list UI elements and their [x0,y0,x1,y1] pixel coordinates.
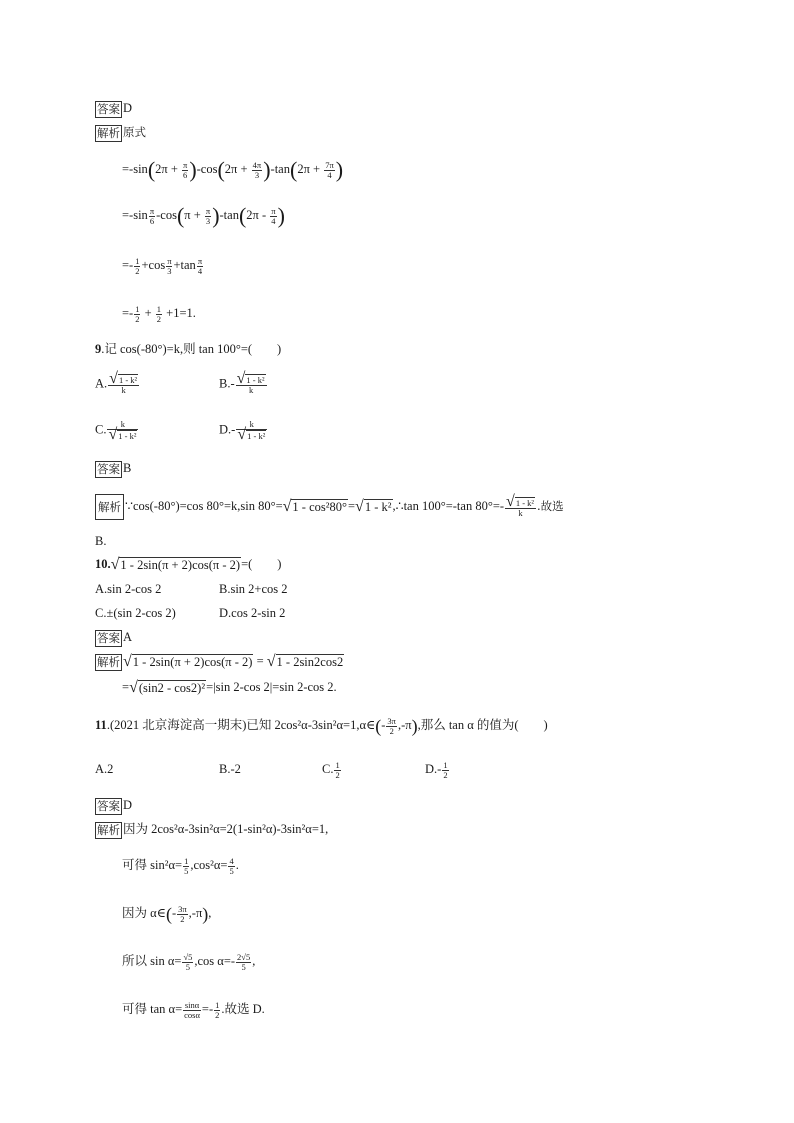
fraction: $\frac{\sin\alpha}{\cos\alpha}$ [184,999,200,1020]
q10-option-a: A.sin 2-cos 2 [95,582,162,596]
q11-answer-line [95,796,132,815]
q8-intro: 原式 [123,125,146,139]
q11-solution-line5: 可得 tan α= $\frac{\sin\alpha}{\cos\alpha}$ =- $\frac{1}{2}$ .故选 D. [122,999,265,1020]
q8-step3: =- $\frac{1}{2}$ +cos $\frac{\pi}{3}$ +tan $\frac{\pi}{4}$ [122,255,203,276]
q10-stem: 10.√1 - 2sin(π + 2)cos(π - 2)=( ) [95,556,282,574]
q9-stem: 9.记 cos(-80°)=k,则 tan 100°=( ) [95,342,282,356]
q10-option-c: C.±(sin 2-cos 2) [95,606,176,620]
analysis-tag: 解析 [97,654,120,669]
fraction: $\frac{k}{\text{√1 - k²}}$ [108,419,137,443]
answer-tag: 答案 [97,630,120,645]
answer-tag: 答案 [97,461,120,476]
q11-option-a: A.2 [95,762,114,776]
q9-answer-line [95,459,131,478]
q11-option-b: B.-2 [219,762,241,776]
q10-solution-line2: =√(sin2 - cos2)²=|sin 2-cos 2|=sin 2-cos 2. [122,679,337,697]
q11-answer: D [123,798,133,812]
fraction: $\frac{1}{2}$ [135,303,140,324]
q11-solution: 解析 因为 2cos²α-3sin²α=2(1-sin²α)-3sin²α=1, [97,822,329,837]
q9-option-d: D.- $\frac{k}{\text{√1 - k²}}$ [219,419,266,443]
q9-answer: B [123,461,132,475]
fraction: $\frac{\pi}{3}$ [205,205,211,226]
q10-option-b: B.sin 2+cos 2 [219,582,288,596]
q11-stem: 11.(2021 北京海淀高一期末)已知 2cos²α-3sin²α=1,α∈(- $\frac{3\pi}{2}$ ,-π),那么 tan α 的值为( ) [95,715,548,737]
fraction: $\frac{4}{5}$ [229,855,234,876]
q8-step4: =- $\frac{1}{2}$ + $\frac{1}{2}$ +1=1. [122,303,196,324]
q10-answer: A [123,630,133,644]
q8-step1: =-sin(2π + $\frac{\pi}{6}$ )-cos(2π + $\frac{4\pi}{3}$ )-tan(2π + $\frac{7\pi}{4}$ ) [122,157,344,183]
fraction: $\frac{1}{5}$ [184,855,189,876]
q11-option-c: C. $\frac{1}{2}$ [322,759,340,780]
q9-option-c: C. $\frac{k}{\text{√1 - k²}}$ [95,419,137,443]
fraction: $\frac{\pi}{6}$ [183,159,188,180]
q9-option-b: B.- $\frac{\text{√1 - k²}}{k}$ [219,370,265,395]
fraction: $\frac{\pi}{6}$ [149,205,155,226]
q11-option-d: D.- $\frac{1}{2}$ [425,759,448,780]
fraction: $\frac{\text{√1 - k²}}{k}$ [109,370,138,395]
q8-answer-line [95,99,132,118]
fraction: $\frac{7\pi}{4}$ [325,159,334,180]
fraction: $\frac{\pi}{4}$ [271,205,276,226]
question-number: 10 [95,557,108,571]
q9-option-a: A. $\frac{\text{√1 - k²}}{k}$ [95,370,138,395]
fraction: $\frac{\text{√1 - k²}}{k}$ [236,370,265,395]
answer-tag: 答案 [97,101,120,116]
fraction: $\frac{4\pi}{3}$ [252,159,262,180]
q10-option-d: D.cos 2-sin 2 [219,606,286,620]
fraction: $\frac{1}{2}$ [335,759,340,780]
q8-step2: =-sin $\frac{\pi}{6}$ -cos(π + $\frac{\pi}{3}$ )-tan(2π - $\frac{\pi}{4}$ ) [122,203,285,229]
q9-solution: 解析 ∵cos(-80°)=cos 80°=k,sin 80°=√1 - cos²80°=√1 - k²,∴tan 100°=-tan 80°=- $\frac{\text{√1 - k²}}{k}$ .故选 [95,494,564,520]
q8-analysis-line [95,123,146,142]
fraction: $\frac{1}{2}$ [135,255,140,276]
q10-answer-line [95,628,132,647]
question-number: 9 [95,342,102,356]
analysis-tag: 解析 [95,494,124,520]
fraction: $\frac{1}{2}$ [215,999,220,1020]
answer-tag: 答案 [97,798,120,813]
fraction: $\frac{\text{√1 - k²}}{k}$ [506,492,534,518]
q8-answer: D [123,101,133,115]
question-number: 11 [95,718,107,732]
fraction: $\frac{\pi}{4}$ [197,255,203,276]
q9-solution-tail: B. [95,534,107,548]
fraction: $\frac{2√5}{5}$ [237,951,251,972]
fraction: $\frac{3\pi}{2}$ [387,715,396,736]
q11-solution-line4: 所以 sin α= $\frac{√5}{5}$ ,cos α=- $\frac{2√5}{5}$ , [122,951,256,972]
q11-solution-line2: 可得 sin²α= $\frac{1}{5}$ ,cos²α= $\frac{4}{5}$ . [122,855,239,876]
fraction: $\frac{1}{2}$ [443,759,448,780]
fraction: $\frac{\pi}{3}$ [167,255,172,276]
fraction: $\frac{1}{2}$ [156,303,162,324]
q11-solution-line3: 因为 α∈(- $\frac{3\pi}{2}$ ,-π), [122,903,212,925]
fraction: $\frac{3\pi}{2}$ [178,903,187,924]
q10-solution: 解析 √1 - 2sin(π + 2)cos(π - 2) = √1 - 2sin2cos2 [97,653,344,671]
analysis-tag: 解析 [97,125,120,140]
analysis-tag: 解析 [97,822,120,837]
fraction: $\frac{√5}{5}$ [183,951,193,972]
fraction: $\frac{k}{\text{√1 - k²}}$ [237,419,266,443]
